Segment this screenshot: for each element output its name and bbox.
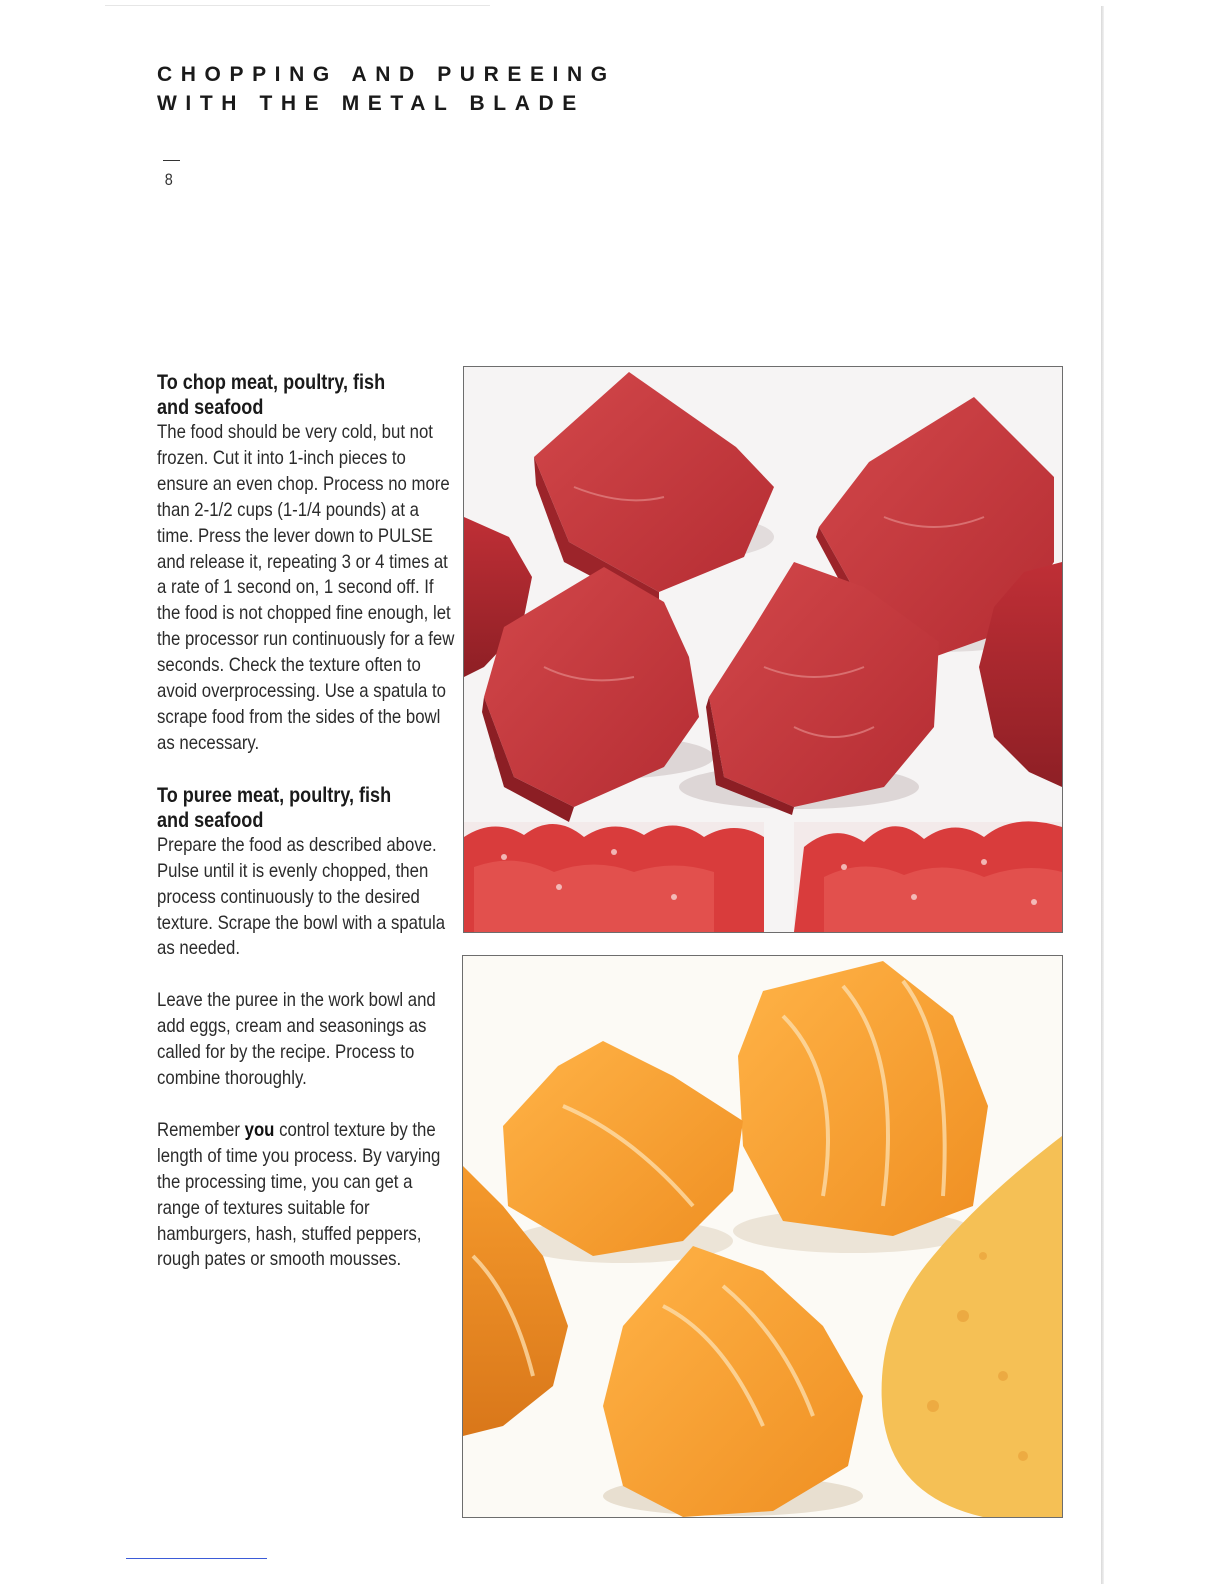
page-edge-right xyxy=(1101,6,1104,1584)
footer-rule xyxy=(126,1558,267,1559)
page-number-rule xyxy=(163,160,180,161)
paragraph-remember xyxy=(157,1118,456,1273)
salmon-cubes-photo xyxy=(462,955,1063,1518)
page-title-line-2: WITH THE METAL BLADE xyxy=(157,92,585,115)
section-body: Prepare the food as described above. Pulse until it is evenly chopped, then process continuously to the desired texture. Scrape the bowl with a spatula as needed. xyxy=(157,833,446,960)
page-edge-top xyxy=(105,5,490,6)
salmon-illustration xyxy=(463,956,1062,1517)
heading-line-2: and seafood xyxy=(157,396,264,419)
section-body: The food should be very cold, but not frozen. Cut it into 1-inch pieces to ensure an even chop. Process no more than 2-1/2 cups (1-1/4 pounds) at a time. Press the lever down to PULSE and release it, repeating 3 or 4 times at a rate of 1 second on, 1 second off. If the food is not chopped fine enough, let the processor run continuously for a few seconds. Check the texture often to avoid overprocessing. Use a spatula to scrape food from the sides of the bowl as necessary. xyxy=(157,421,455,754)
page-number: 8 xyxy=(164,170,173,189)
section-heading xyxy=(157,370,456,420)
section-chop xyxy=(157,370,456,757)
heading-line-2: and seafood xyxy=(157,808,264,832)
page-title-line-1: CHOPPING AND PUREEING xyxy=(157,63,616,86)
section-heading xyxy=(157,783,456,833)
page-number-block xyxy=(163,160,183,190)
section-puree xyxy=(157,783,456,963)
page-title xyxy=(157,60,616,118)
remember-emphasis: you xyxy=(244,1118,275,1141)
heading-line-1: To chop meat, poultry, fish xyxy=(157,371,386,394)
beef-illustration xyxy=(464,367,1062,932)
heading-line-1: To puree meat, poultry, fish xyxy=(157,783,392,807)
chopped-beef-strip xyxy=(464,821,1062,932)
remember-text-start: Remember xyxy=(157,1118,245,1141)
text-column xyxy=(157,370,457,1273)
beef-cubes-photo xyxy=(463,366,1063,933)
paragraph-leave-puree: Leave the puree in the work bowl and add eggs, cream and seasonings as called for by the recipe. Process to combine thoroughly. xyxy=(157,989,436,1090)
remember-text-end: control texture by the length of time you process. By varying the processing time, you can get a range of textures suitable for hamburgers, hash, stuffed peppers, rough pates or smooth mousses. xyxy=(157,1118,441,1271)
